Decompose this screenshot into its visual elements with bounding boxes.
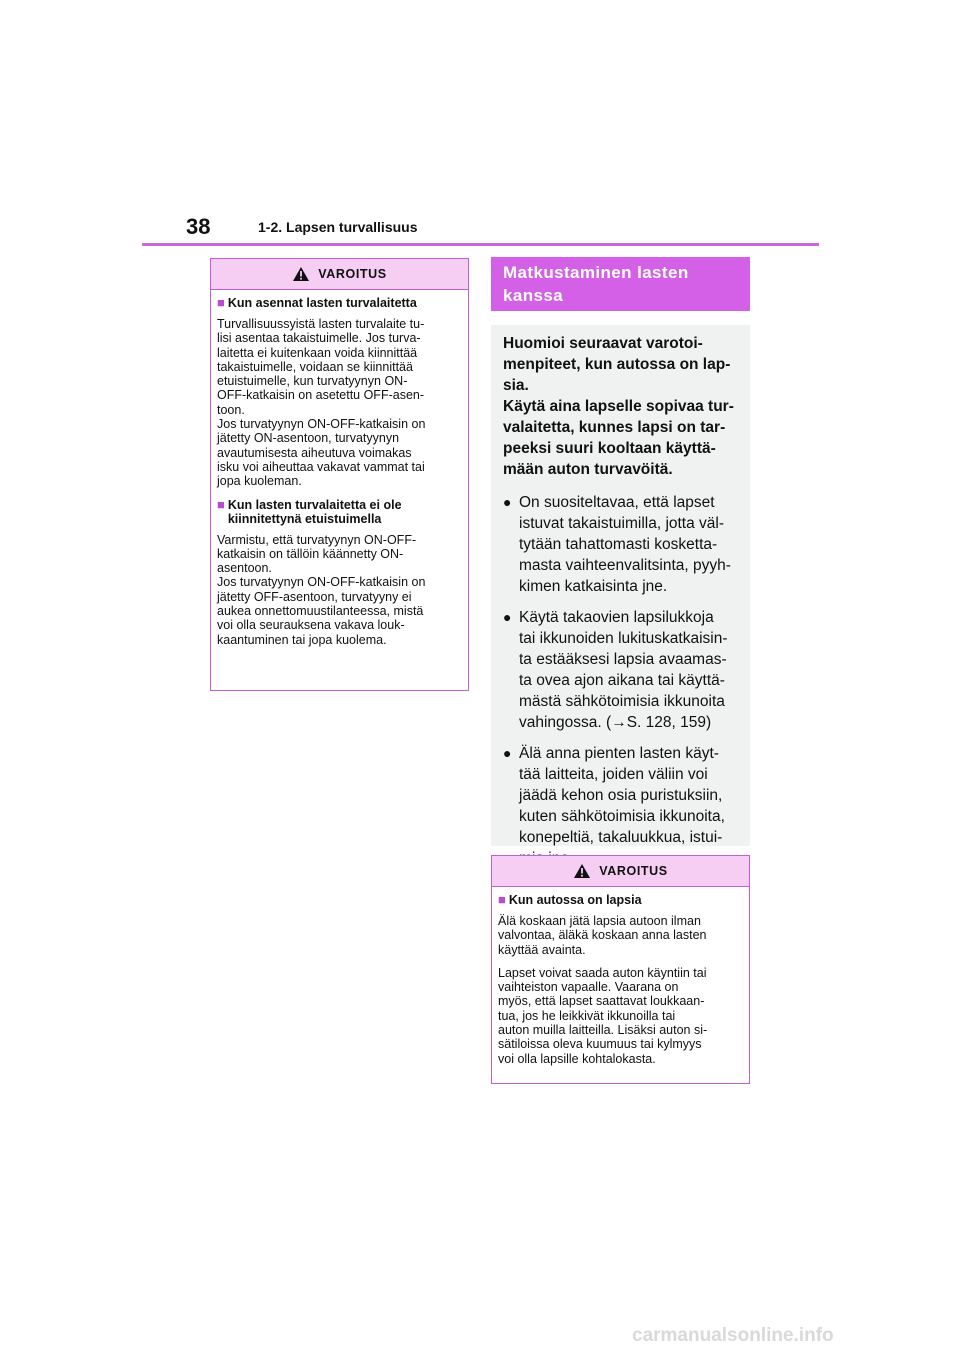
warning-paragraph: Varmistu, että turvatyynyn ON-OFF- katkaisin on tällöin käännetty ON- asentoon. Jos turvatyynyn ON-OFF-katkaisin on jätetty OFF-asentoon, turvatyyny ei aukea onnettomuustilanteessa, mistä voi olla seurauksena vakava louk- kaantuminen tai jopa kuolema. [217, 532, 426, 647]
bullet-dot-icon: ● [503, 745, 512, 761]
square-bullet-icon: ■ [217, 496, 225, 512]
bullet-dot-icon: ● [503, 494, 512, 510]
warning-header [492, 856, 749, 887]
watermark: carmanualsonline.info [632, 1325, 834, 1346]
bullet-dot-icon: ● [503, 609, 512, 625]
warning-subheading [498, 893, 739, 907]
warning-subheading-text: Kun asennat lasten turvalaitetta [227, 296, 417, 310]
warning-paragraph: Älä koskaan jätä lapsia autoon ilman valvontaa, äläkä koskaan anna lasten käyttää avainta. [498, 914, 707, 957]
warning-triangle-icon [292, 266, 310, 282]
page-number: 38 [186, 214, 211, 239]
square-bullet-icon: ■ [217, 295, 225, 310]
list-item-text: On suositeltavaa, että lapset istuvat takaistuimilla, jotta väl- tytään tahattomasti kosketta- masta vaihteenvalitsinta, pyyh- kimen katkaisinta jne. [519, 494, 731, 595]
warning-title: VAROITUS [318, 267, 387, 281]
warning-subheading [217, 498, 458, 526]
section-title: 1-2. Lapsen turvallisuus [258, 219, 418, 235]
info-intro: Huomioi seuraavat varotoi- menpiteet, kun autossa on lap- sia. Käytä aina lapselle sopivaa tur- valaitetta, kunnes lapsi on tar- peeksi suuri kooltaan käyttä- mään auton turvavöitä. [503, 335, 734, 478]
warning-box-child-seat [210, 258, 469, 691]
warning-paragraph: Lapset voivat saada auton käyntiin tai vaihteiston vapaalle. Vaarana on myös, että lapset saattavat loukkaan- tua, jos he leikkivät ikkunoilla tai auton muilla laitteilla. Lisäksi auton si- sätiloissa oleva kuumuus tai kylmyys voi olla lapsille kohtalokasta. [498, 965, 708, 1066]
list-item-text: Käytä takaovien lapsilukkoja tai ikkunoiden lukituskatkaisin- ta estääksesi lapsia avaamas- ta ovea ajon aikana tai käyttä- mästä sähkötoimisia ikkunoita vahingossa. (→S. 128, 159) [519, 609, 728, 731]
warning-header [211, 259, 468, 290]
warning-box-children-in-car [491, 855, 750, 1084]
list-item [503, 607, 738, 733]
square-bullet-icon: ■ [498, 892, 506, 907]
warning-subheading-text: Kun autossa on lapsia [508, 893, 642, 907]
list-item [503, 743, 738, 869]
warning-subheading [217, 296, 458, 310]
header-divider [142, 243, 819, 246]
warning-subheading-text: Kun lasten turvalaitetta ei ole kiinnitettynä etuistuimella [227, 497, 402, 526]
list-item [503, 492, 738, 597]
list-item-text: Älä anna pienten lasten käyt- tää laitteita, joiden väliin voi jäädä kehon osia puristuksiin, kuten sähkötoimisia ikkunoita, konepeltiä, takaluukkua, istui- [519, 745, 725, 846]
warning-title: VAROITUS [599, 864, 668, 878]
warning-paragraph: Turvallisuussyistä lasten turvalaite tu- lisi asentaa takaistuimelle. Jos turva- laitetta ei kuitenkaan voida kiinnittää takaistuimelle, voidaan se kiinnittää etuistuimelle, kun turvatyynyn ON- OFF-katkaisin on asetettu OFF-asen- toon. Jos turvatyynyn ON-OFF-katkaisin on jätetty ON-asentoon, turvatyynyn avautumisesta aiheutuva voimakas isku voi aiheuttaa vakavat vammat tai jopa kuoleman. [217, 317, 426, 489]
info-box [491, 325, 750, 846]
section-banner: Matkustaminen lasten kanssa [491, 257, 750, 311]
warning-triangle-icon [573, 863, 591, 879]
